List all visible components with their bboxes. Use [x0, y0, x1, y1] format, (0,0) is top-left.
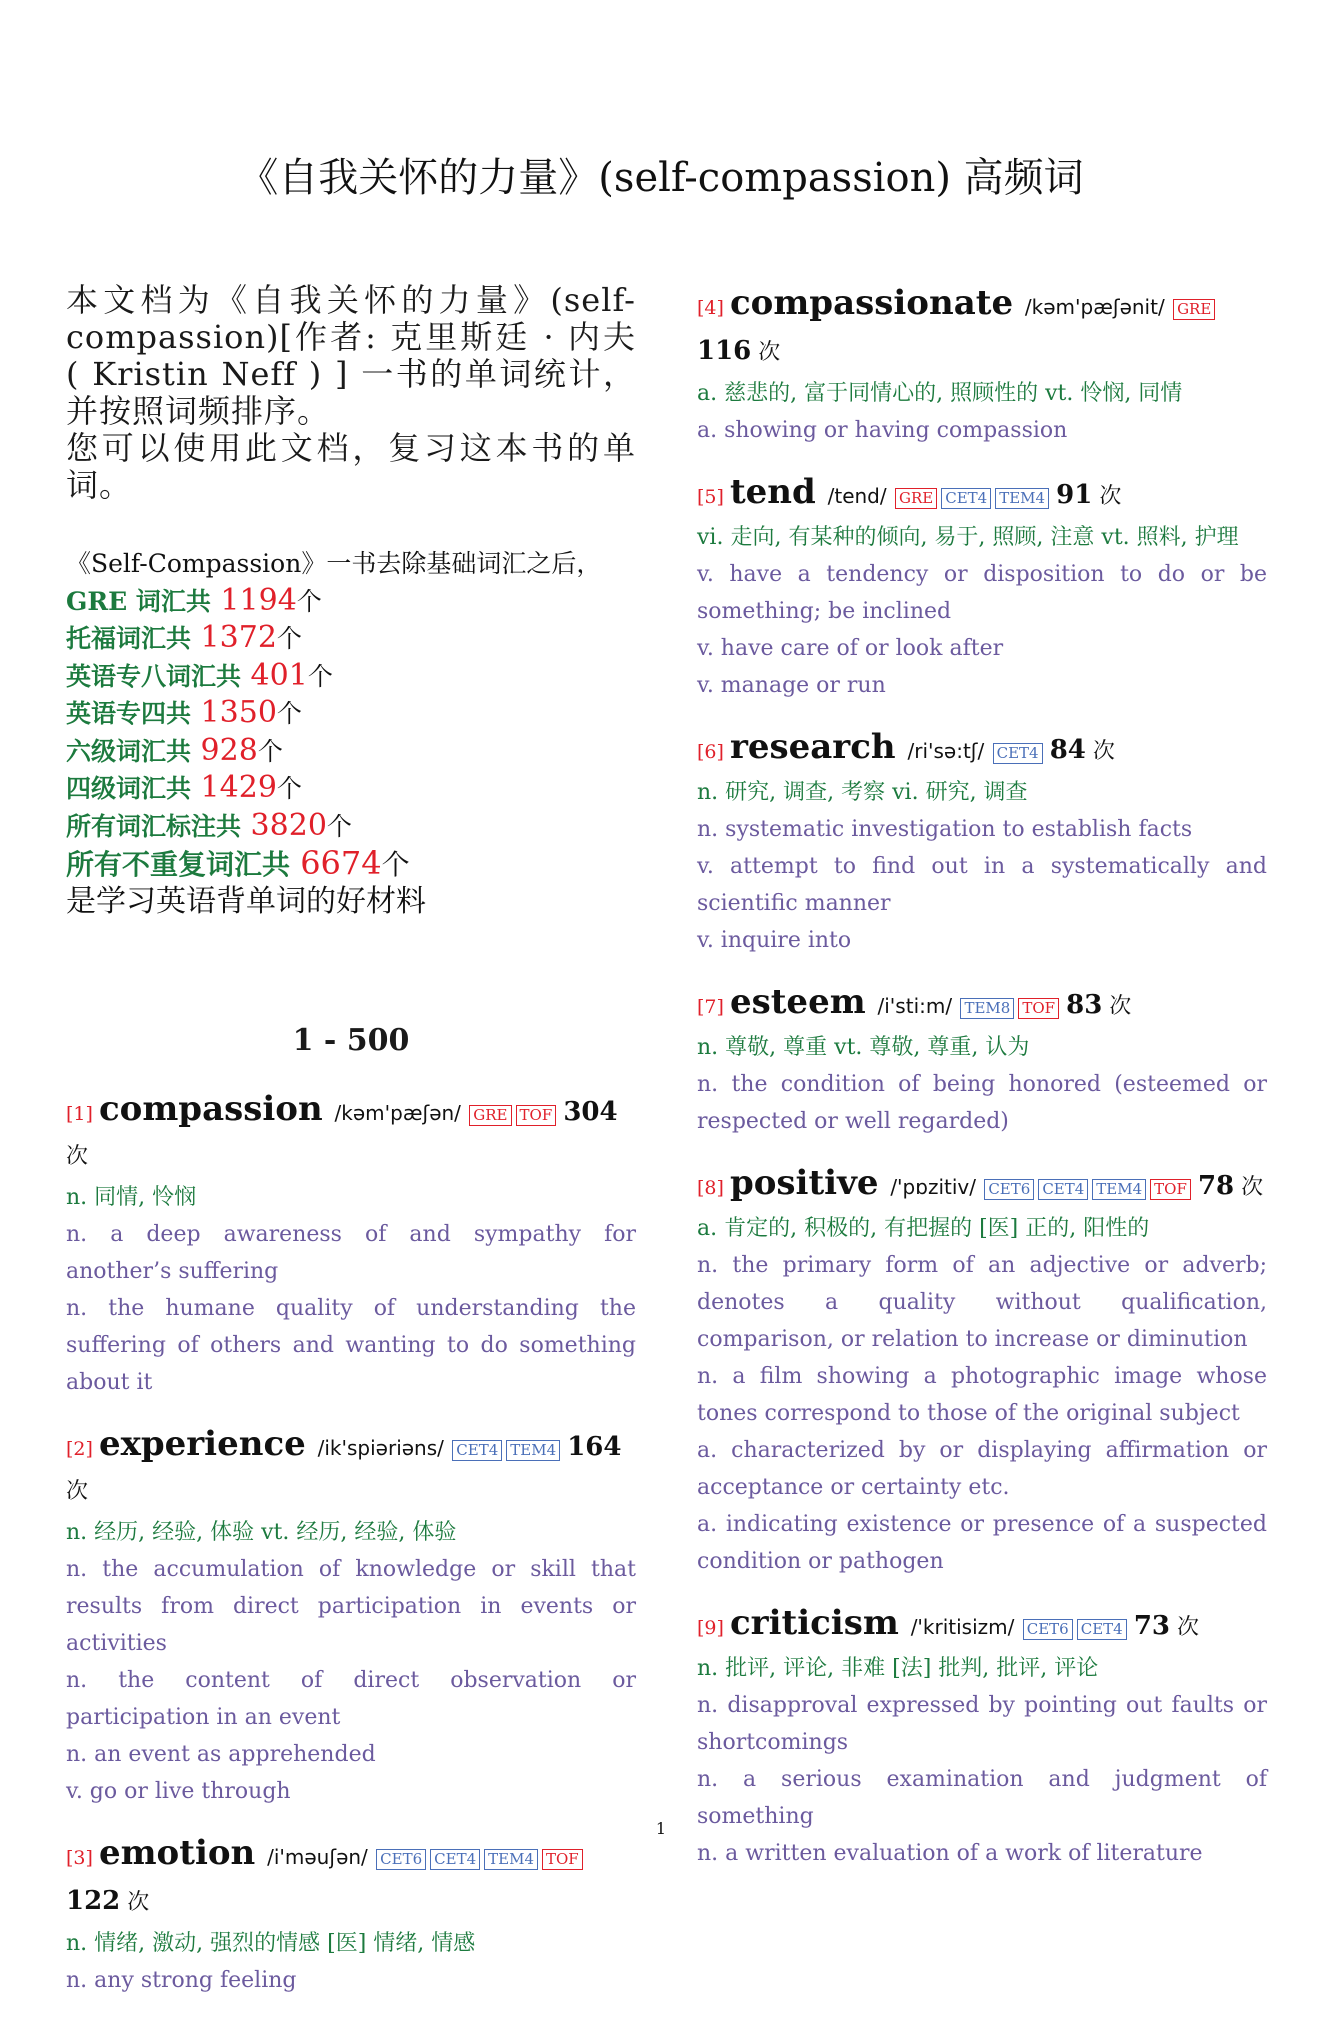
- stat-label: 所有不重复词汇共: [66, 848, 291, 881]
- stat-count: 1194: [210, 582, 297, 618]
- entry-chinese-def: n. 同情, 怜悯: [66, 1185, 197, 1210]
- entry-phonetic: /i'sti:m/: [877, 994, 959, 1018]
- exam-tag: TEM4: [506, 1440, 560, 1461]
- right-column: [697, 282, 1267, 1894]
- entry-count: 116: [697, 336, 752, 366]
- entry-phonetic: /'kritisizm/: [910, 1615, 1021, 1639]
- stat-unit: 个: [326, 811, 352, 841]
- stat-row: [66, 658, 636, 696]
- entry-phonetic: /ri'sə:tʃ/: [907, 739, 991, 763]
- entry-chinese-def: a. 肯定的, 积极的, 有把握的 [医] 正的, 阳性的: [697, 1216, 1150, 1241]
- entry-phonetic: /i'məuʃən/: [267, 1845, 375, 1869]
- entry-phonetic: /kəm'pæʃən/: [334, 1101, 468, 1125]
- entry-headline: [697, 282, 1267, 375]
- entry-headline: [697, 471, 1267, 519]
- stat-count: 6674: [290, 844, 382, 882]
- entry-english-def: a. characterized by or displaying affirmation or acceptance or certainty etc.: [697, 1438, 1267, 1500]
- exam-tag: TOF: [542, 1849, 583, 1870]
- stat-label: 六级词汇共: [66, 736, 192, 766]
- entry-index: [2]: [66, 1438, 99, 1460]
- entry-count: 122: [66, 1886, 121, 1916]
- entry-count: 91: [1056, 480, 1093, 510]
- entry-word: positive: [729, 1163, 891, 1203]
- stat-unit: 个: [276, 624, 302, 653]
- intro-paragraph-2: 您可以使用此文档，复习这本书的单词。: [66, 429, 636, 504]
- stat-row: [66, 695, 636, 733]
- entry-word: criticism: [729, 1603, 911, 1643]
- stat-row: [66, 583, 636, 621]
- stat-row: [66, 845, 636, 884]
- entry-index: [3]: [66, 1847, 99, 1869]
- entry-count-unit: 次: [1102, 994, 1132, 1019]
- exam-tag: GRE: [1173, 299, 1215, 320]
- entry-english-def: v. have care of or look after: [697, 636, 1004, 661]
- entry-english-def: n. the condition of being honored (esteemed or respected or well regarded): [697, 1072, 1267, 1134]
- stat-label: 英语专八词汇共: [66, 661, 242, 691]
- stat-unit: 个: [276, 699, 302, 728]
- exam-tag: CET6: [1023, 1619, 1073, 1640]
- entry-headline: [697, 1162, 1267, 1210]
- entry-english-def: n. a film showing a photographic image whose tones correspond to those of the original subject: [697, 1364, 1267, 1426]
- stat-unit: 个: [381, 848, 410, 881]
- entry-headline: [697, 726, 1267, 774]
- entry-count: 73: [1133, 1611, 1170, 1641]
- entry-english-def: v. go or live through: [66, 1779, 291, 1804]
- entry-english-def: n. the content of direct observation or participation in an event: [66, 1668, 636, 1730]
- entry-english-def: n. a serious examination and judgment of something: [697, 1767, 1267, 1829]
- exam-tag: GRE: [469, 1105, 511, 1126]
- exam-tag: GRE: [895, 488, 937, 509]
- entry-english-def: n. an event as apprehended: [66, 1742, 376, 1767]
- word-entry: [697, 471, 1267, 704]
- entry-phonetic: /tend/: [827, 484, 893, 508]
- entry-chinese-def: n. 情绪, 激动, 强烈的情感 [医] 情绪, 情感: [66, 1931, 476, 1956]
- page-number: 1: [655, 1819, 667, 1838]
- exam-tag: CET4: [941, 488, 991, 509]
- stat-label: 所有词汇标注共: [66, 811, 242, 841]
- word-entry: [66, 1423, 636, 1810]
- stat-unit: 个: [276, 774, 302, 803]
- intro: [66, 282, 636, 504]
- entry-count-unit: 次: [1234, 1175, 1264, 1200]
- entry-headline: [697, 981, 1267, 1029]
- word-entry: [66, 1832, 636, 1999]
- vocab-stats: [66, 546, 636, 920]
- entry-word: compassion: [98, 1089, 335, 1129]
- entry-phonetic: /'pɒzitiv/: [890, 1175, 983, 1199]
- word-entry: [697, 282, 1267, 449]
- entries-left: [66, 1088, 636, 1999]
- entry-count: 78: [1197, 1171, 1235, 1201]
- stat-count: 3820: [241, 807, 327, 843]
- stat-count: 928: [191, 732, 258, 768]
- entry-headline: [697, 1602, 1267, 1650]
- exam-tag: CET6: [984, 1179, 1034, 1200]
- exam-tag: TOF: [516, 1105, 557, 1126]
- range-heading: 1 - 500: [292, 1023, 410, 1058]
- stat-unit: 个: [307, 661, 333, 691]
- stat-unit: 个: [257, 736, 283, 766]
- entry-chinese-def: vi. 走向, 有某种的倾向, 易于, 照顾, 注意 vt. 照料, 护理: [697, 525, 1239, 550]
- stat-row: [66, 770, 636, 808]
- entry-count-unit: 次: [1170, 1615, 1199, 1640]
- entry-english-def: v. have a tendency or disposition to do or be something; be inclined: [697, 562, 1267, 624]
- entry-index: [8]: [697, 1177, 730, 1199]
- entry-phonetic: /kəm'pæʃənit/: [1024, 295, 1172, 319]
- stat-row: [66, 620, 636, 658]
- entry-english-def: a. indicating existence or presence of a suspected condition or pathogen: [697, 1512, 1267, 1574]
- exam-tag: CET4: [430, 1849, 480, 1870]
- entry-index: [1]: [66, 1103, 99, 1125]
- word-entry: [66, 1088, 636, 1401]
- stat-label: 四级词汇共: [66, 774, 192, 803]
- entry-word: research: [729, 727, 908, 767]
- entry-index: [6]: [697, 741, 730, 763]
- entry-headline: [66, 1088, 636, 1179]
- entry-english-def: n. the accumulation of knowledge or skill that results from direct participation in events or activities: [66, 1557, 636, 1656]
- entry-count-unit: 次: [751, 340, 781, 365]
- entry-count-unit: 次: [1092, 484, 1122, 509]
- exam-tag: CET6: [376, 1849, 426, 1870]
- entry-index: [5]: [697, 486, 730, 508]
- entry-chinese-def: n. 批评, 评论, 非难 [法] 批判, 批评, 评论: [697, 1656, 1099, 1681]
- stat-label: GRE 词汇共: [66, 586, 211, 616]
- entry-count-unit: 次: [66, 1144, 89, 1169]
- exam-tag: TEM4: [1092, 1179, 1146, 1200]
- entry-english-def: v. inquire into: [697, 928, 852, 953]
- exam-tag: TEM4: [995, 488, 1049, 509]
- word-entry: [697, 726, 1267, 959]
- entry-english-def: v. manage or run: [697, 673, 886, 698]
- entry-word: tend: [729, 472, 828, 512]
- entry-headline: [66, 1423, 636, 1514]
- exam-tag: TEM4: [484, 1849, 538, 1870]
- stat-row: [66, 733, 636, 771]
- entry-english-def: n. a deep awareness of and sympathy for another’s suffering: [66, 1222, 636, 1284]
- entry-count-unit: 次: [1085, 739, 1115, 764]
- entry-chinese-def: n. 经历, 经验, 体验 vt. 经历, 经验, 体验: [66, 1520, 457, 1545]
- entry-count: 83: [1066, 990, 1103, 1020]
- entry-chinese-def: a. 慈悲的, 富于同情心的, 照顾性的 vt. 怜悯, 同情: [697, 381, 1183, 406]
- entry-english-def: n. any strong feeling: [66, 1968, 297, 1993]
- stat-label: 英语专四共: [66, 699, 192, 728]
- exam-tag: CET4: [452, 1440, 502, 1461]
- document-title: 《自我关怀的力量》(self-compassion) 高频词: [238, 155, 1084, 201]
- entry-english-def: a. showing or having compassion: [697, 418, 1068, 443]
- entry-chinese-def: n. 研究, 调查, 考察 vi. 研究, 调查: [697, 780, 1028, 805]
- entry-count-unit: 次: [66, 1479, 89, 1504]
- entry-english-def: v. attempt to find out in a systematically and scientific manner: [697, 854, 1267, 916]
- stat-count: 1372: [191, 620, 277, 655]
- stat-count: 401: [241, 657, 308, 693]
- entry-count-unit: 次: [120, 1890, 150, 1915]
- entry-word: compassionate: [729, 283, 1025, 323]
- exam-tag: TOF: [1150, 1179, 1191, 1200]
- entry-english-def: n. systematic investigation to establish facts: [697, 817, 1193, 842]
- exam-tag: TEM8: [960, 998, 1014, 1019]
- entry-index: [4]: [697, 297, 730, 319]
- stats-closing: 是学习英语背单词的好材料: [66, 883, 426, 919]
- exam-tag: CET4: [1077, 1619, 1127, 1640]
- entry-count: 164: [567, 1432, 622, 1462]
- left-column: [66, 282, 636, 2021]
- stat-count: 1350: [191, 695, 277, 730]
- stats-list: [66, 583, 636, 884]
- word-entry: [697, 1162, 1267, 1580]
- exam-tag: CET4: [1038, 1179, 1088, 1200]
- entry-index: [9]: [697, 1617, 730, 1639]
- entry-phonetic: /ik'spiəriəns/: [317, 1436, 451, 1460]
- intro-paragraph-1: 本文档为《自我关怀的力量》(self-compassion)[作者: 克里斯廷 · 内夫 ( Kristin Neff ) ] 一书的单词统计，并按照词频排序。: [66, 281, 636, 430]
- stat-row: [66, 808, 636, 846]
- stats-lead: 《Self-Compassion》一书去除基础词汇之后，: [66, 549, 602, 578]
- entry-english-def: n. disapproval expressed by pointing out faults or shortcomings: [697, 1693, 1267, 1755]
- entry-word: experience: [98, 1424, 318, 1464]
- stat-unit: 个: [296, 586, 322, 616]
- entries-right: [697, 282, 1267, 1872]
- exam-tag: CET4: [993, 743, 1043, 764]
- exam-tag: TOF: [1018, 998, 1059, 1019]
- entry-english-def: n. the humane quality of understanding the suffering of others and wanting to do something about it: [66, 1296, 636, 1395]
- entry-word: emotion: [98, 1833, 268, 1873]
- entry-index: [7]: [697, 996, 730, 1018]
- entry-english-def: n. a written evaluation of a work of literature: [697, 1841, 1203, 1866]
- entry-count: 84: [1049, 735, 1086, 765]
- entry-word: esteem: [729, 982, 878, 1022]
- entry-chinese-def: n. 尊敬, 尊重 vt. 尊敬, 尊重, 认为: [697, 1035, 1030, 1060]
- entry-headline: [66, 1832, 636, 1925]
- entry-count: 304: [563, 1097, 618, 1127]
- entry-english-def: n. the primary form of an adjective or adverb; denotes a quality without qualification, comparison, or relation to increase or diminution: [697, 1253, 1267, 1352]
- stat-label: 托福词汇共: [66, 624, 192, 653]
- stat-count: 1429: [191, 770, 277, 805]
- word-entry: [697, 981, 1267, 1140]
